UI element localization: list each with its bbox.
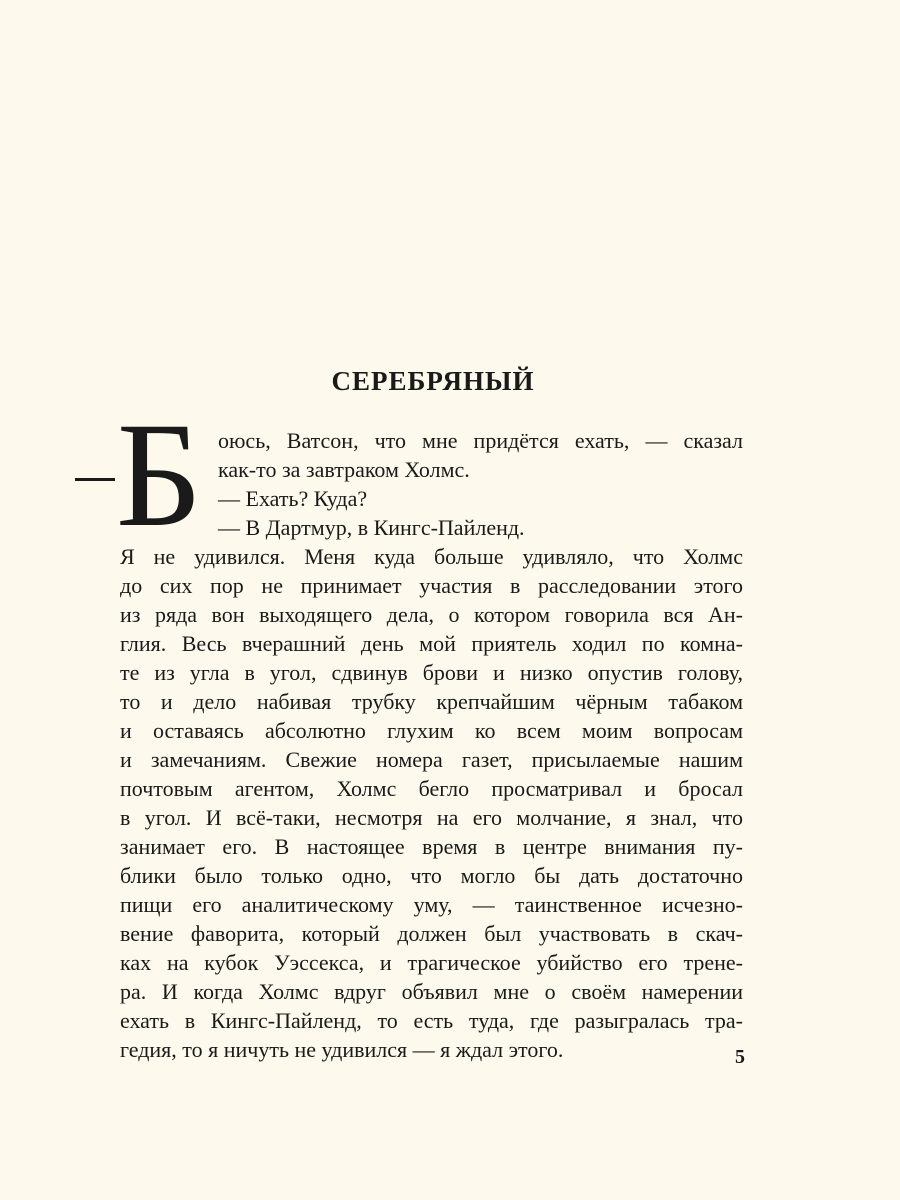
text-line: и замечаниям. Свежие номера газет, присылаемые нашим — [120, 747, 743, 772]
text-line: оюсь, Ватсон, что мне придётся ехать, — сказал — [218, 428, 743, 453]
text-line: пищи его аналитическому уму, — таинственное исчезно- — [120, 892, 743, 917]
page-number: 5 — [735, 1046, 745, 1068]
drop-cap: Б — [116, 392, 203, 558]
text-line: вение фаворита, который должен был участвовать в скач- — [120, 921, 743, 946]
text-line: блики было только одно, что могло бы дать достаточно — [120, 863, 743, 888]
text-line: те из угла в угол, сдвинув брови и низко опустив голову, — [120, 660, 743, 685]
text-line: — В Дартмур, в Кингс-Пайленд. — [218, 515, 525, 540]
text-line: глия. Весь вчерашний день мой приятель ходил по комна- — [120, 631, 743, 656]
text-line: Я не удивился. Меня куда больше удивляло, что Холмс — [120, 544, 743, 569]
text-line: — Ехать? Куда? — [218, 486, 368, 511]
text-line: ехать в Кингс-Пайленд, то есть туда, где разыгралась тра- — [120, 1008, 743, 1033]
text-line: гедия, то я ничуть не удивился — я ждал этого. — [120, 1037, 564, 1062]
text-line: из ряда вон выходящего дела, о котором говорила вся Ан- — [120, 602, 743, 627]
text-line: в угол. И всё-таки, несмотря на его молчание, я знал, что — [120, 805, 743, 830]
text-line: и оставаясь абсолютно глухим ко всем моим вопросам — [120, 718, 743, 743]
text-line: то и дело набивая трубку крепчайшим чёрным табаком — [120, 689, 743, 714]
text-line: ках на кубок Уэссекса, и трагическое убийство его трене- — [120, 950, 743, 975]
chapter-title: СЕРЕБРЯНЫЙ — [331, 366, 535, 396]
text-line: почтовым агентом, Холмс бегло просматривал и бросал — [120, 776, 743, 801]
text-line: до сих пор не принимает участия в расследовании этого — [120, 573, 743, 598]
text-line: как-то за завтраком Холмс. — [218, 457, 470, 482]
dialogue-dash — [75, 478, 115, 481]
text-line: занимает его. В настоящее время в центре внимания пу- — [120, 834, 743, 859]
text-line: ра. И когда Холмс вдруг объявил мне о своём намерении — [120, 979, 743, 1004]
